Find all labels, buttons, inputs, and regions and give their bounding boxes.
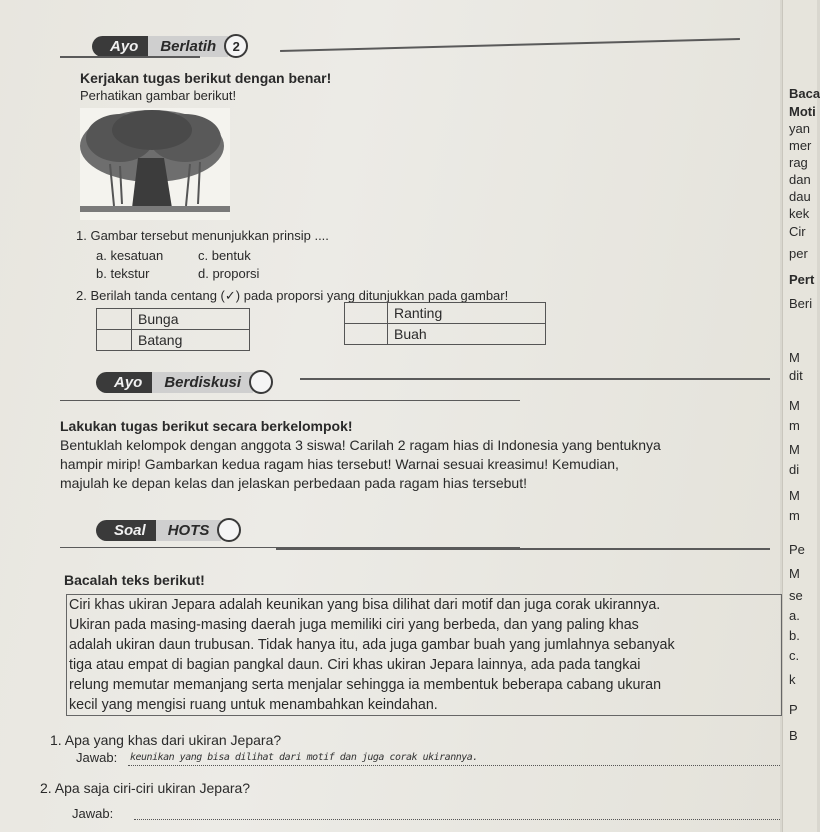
banner-rule (300, 378, 770, 380)
table-row (97, 330, 250, 351)
right-text: M (789, 350, 800, 365)
right-text: M (789, 566, 800, 581)
hots-title: Bacalah teks berikut! (64, 572, 205, 588)
banner-label-b: HOTS (156, 520, 222, 541)
right-text: Pe (789, 542, 805, 557)
banner-rule-left (60, 56, 200, 58)
table-row (97, 309, 250, 330)
q1-option-c: c. bentuk (198, 248, 251, 263)
q1-option-d: d. proporsi (198, 266, 260, 281)
right-text: yan (789, 121, 810, 136)
right-text: Beri (789, 296, 813, 311)
right-text: Cir (789, 224, 806, 239)
checklist-table-right (344, 302, 546, 345)
banner-rule-left (60, 547, 520, 548)
answer-line[interactable] (134, 818, 780, 820)
checkbox-cell[interactable] (97, 309, 132, 330)
soal-hots-banner (96, 518, 241, 542)
right-text: se (789, 588, 803, 603)
right-text: M (789, 398, 800, 413)
hots-text-line: adalah ukiran daun trubusan. Tidak hanya itu, ada juga gambar buah yang jumlahnya sebanyak (69, 637, 675, 653)
checkbox-cell[interactable] (97, 330, 132, 351)
hots-text-line: Ukiran pada masing-masing daerah juga memiliki ciri yang berbeda, dan yang paling khas (69, 617, 639, 633)
banner-circle (217, 518, 241, 542)
right-text: dan (789, 172, 811, 187)
right-page-edge (782, 0, 820, 832)
right-text: rag (789, 155, 808, 170)
table-cell: Batang (132, 330, 250, 351)
table-cell: Ranting (388, 303, 546, 324)
checkbox-cell[interactable] (345, 324, 388, 345)
right-text: di (789, 462, 800, 477)
banner-circle (249, 370, 273, 394)
banner-number: 2 (224, 34, 248, 58)
diskusi-line-3: majulah ke depan kelas dan jelaskan perbedaan pada ragam hias tersebut! (60, 475, 527, 491)
answer-line (128, 764, 780, 766)
ayo-berdiskusi-banner (96, 370, 273, 394)
right-text: c. (789, 648, 800, 663)
hots-text-line: tiga atau empat di bagian pangkal daun. Ciri khas ukiran Jepara lainnya, ada pada tangkai (69, 657, 641, 673)
right-text: M (789, 488, 800, 503)
hots-q1-answer[interactable]: keunikan yang bisa dilihat dari motif dan juga corak ukirannya. (130, 752, 478, 763)
q1-text: 1. Gambar tersebut menunjukkan prinsip .... (76, 228, 329, 243)
right-text: mer (789, 138, 812, 153)
right-text: per (789, 246, 808, 261)
right-text: P (789, 702, 798, 717)
hots-text-line: kecil yang mengisi ruang untuk menambahkan keindahan. (69, 697, 438, 713)
right-text: Moti (789, 104, 816, 119)
tree-image (80, 108, 230, 220)
hots-text-line: relung memutar memanjang serta menjalar sehingga ia membentuk beberapa cabang ukuran (69, 677, 662, 693)
tree-illustration (80, 108, 230, 220)
checklist-table-left (96, 308, 250, 351)
banner-label-a: Ayo (92, 36, 148, 57)
hots-text-line: Ciri khas ukiran Jepara adalah keunikan yang bisa dilihat dari motif dan juga corak ukirannya. (69, 597, 661, 613)
diskusi-title: Lakukan tugas berikut secara berkelompok! (60, 418, 353, 434)
right-text: m (789, 418, 800, 433)
right-text: Baca (789, 86, 820, 101)
hots-q2-answer-label: Jawab: (72, 806, 114, 821)
banner-label-b: Berdiskusi (152, 372, 253, 393)
table-cell: Bunga (132, 309, 250, 330)
table-row (345, 303, 546, 324)
table-row (345, 324, 546, 345)
q1-option-a: a. kesatuan (96, 248, 164, 263)
q2-text: 2. Berilah tanda centang (✓) pada proporsi yang ditunjukkan pada gambar! (76, 288, 509, 303)
right-text: dit (789, 368, 803, 383)
right-text: kek (789, 206, 810, 221)
hots-q1-answer-label: Jawab: (76, 750, 118, 765)
banner-rule (280, 38, 740, 52)
hots-q1: 1. Apa yang khas dari ukiran Jepara? (50, 732, 282, 748)
checkbox-cell[interactable] (345, 303, 388, 324)
hots-reading-box (66, 594, 782, 716)
ayo-berlatih-banner (92, 34, 248, 58)
intro-line-1: Kerjakan tugas berikut dengan benar! (80, 70, 332, 86)
banner-rule (276, 548, 770, 550)
hots-q2: 2. Apa saja ciri-ciri ukiran Jepara? (40, 780, 251, 796)
right-text: M (789, 442, 800, 457)
banner-label-a: Ayo (96, 372, 152, 393)
table-cell: Buah (388, 324, 546, 345)
q1-option-b: b. tekstur (96, 266, 150, 281)
banner-label-a: Soal (96, 520, 156, 541)
right-text: m (789, 508, 800, 523)
right-text: a. (789, 608, 800, 623)
right-text: k (789, 672, 796, 687)
banner-rule-left (60, 400, 520, 401)
intro-line-2: Perhatikan gambar berikut! (80, 88, 237, 103)
diskusi-line-2: hampir mirip! Gambarkan kedua ragam hias tersebut! Warnai sesuai kreasimu! Kemudian, (60, 456, 619, 472)
right-text: B (789, 728, 798, 743)
banner-label-b: Berlatih (148, 36, 228, 57)
right-text: b. (789, 628, 800, 643)
right-text: Pert (789, 272, 815, 287)
right-text: dau (789, 189, 811, 204)
diskusi-line-1: Bentuklah kelompok dengan anggota 3 siswa! Carilah 2 ragam hias di Indonesia yang bentuknya (60, 437, 661, 453)
